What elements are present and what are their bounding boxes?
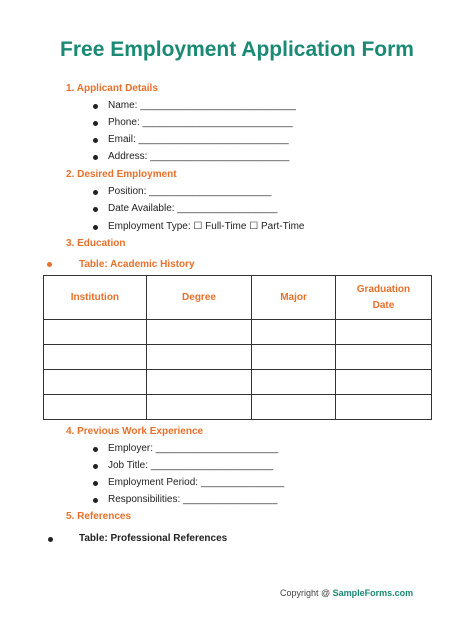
section-education: 3. Education xyxy=(66,238,126,249)
table-cell[interactable] xyxy=(146,370,251,395)
header-graduation-date xyxy=(335,276,431,320)
address-field xyxy=(94,151,289,162)
table-row xyxy=(44,370,432,395)
position-label: Position: ______________________ xyxy=(108,186,272,197)
table-row xyxy=(44,320,432,345)
table-cell[interactable] xyxy=(252,395,336,420)
table-cell[interactable] xyxy=(44,345,147,370)
table-row xyxy=(44,395,432,420)
phone-label: Phone: ___________________________ xyxy=(108,117,293,128)
header-graduation-line1: Graduation xyxy=(356,284,411,295)
table-cell[interactable] xyxy=(146,395,251,420)
section-desired-employment: 2. Desired Employment xyxy=(66,169,177,180)
table-cell[interactable] xyxy=(335,320,431,345)
responsibilities-field xyxy=(94,494,278,505)
table-cell[interactable] xyxy=(252,345,336,370)
table-row xyxy=(44,345,432,370)
table-cell[interactable] xyxy=(252,370,336,395)
date-available-label: Date Available: __________________ xyxy=(108,203,278,214)
table-cell[interactable] xyxy=(44,320,147,345)
email-field xyxy=(94,134,289,145)
academic-history-table xyxy=(43,275,432,420)
responsibilities-label: Responsibilities: _________________ xyxy=(108,494,278,505)
table-cell[interactable] xyxy=(335,395,431,420)
header-institution: Institution xyxy=(44,276,147,320)
name-field xyxy=(94,100,296,111)
brand-link[interactable]: SampleForms.com xyxy=(332,588,414,598)
job-title-label: Job Title: ______________________ xyxy=(108,460,274,471)
header-major: Major xyxy=(252,276,336,320)
copyright-footer xyxy=(280,588,413,598)
bullet-icon xyxy=(48,537,53,542)
bullet-icon xyxy=(47,262,52,267)
job-title-field xyxy=(94,460,273,471)
employment-type-label: Employment Type: ☐ Full-Time ☐ Part-Time xyxy=(108,221,305,232)
header-graduation-line2: Date xyxy=(372,300,395,311)
page-title: Free Employment Application Form xyxy=(60,38,414,61)
employment-period-label: Employment Period: _______________ xyxy=(108,477,285,488)
table-cell[interactable] xyxy=(44,395,147,420)
copyright-text: Copyright @ xyxy=(280,588,333,598)
employment-period-field xyxy=(94,477,284,488)
section-applicant-details: 1. Applicant Details xyxy=(66,83,158,94)
table-cell[interactable] xyxy=(335,370,431,395)
table-cell[interactable] xyxy=(335,345,431,370)
table-header-row xyxy=(44,276,432,320)
address-label: Address: _________________________ xyxy=(108,151,290,162)
section-previous-work-experience: 4. Previous Work Experience xyxy=(66,426,204,437)
email-label: Email: ___________________________ xyxy=(108,134,289,145)
employment-type-field xyxy=(94,221,305,232)
header-degree: Degree xyxy=(146,276,251,320)
name-label: Name: ____________________________ xyxy=(108,100,296,111)
section-references: 5. References xyxy=(66,511,132,522)
table-cell[interactable] xyxy=(44,370,147,395)
date-available-field xyxy=(94,203,277,214)
table-cell[interactable] xyxy=(146,345,251,370)
academic-table-label: Table: Academic History xyxy=(79,259,195,270)
employer-label: Employer: ______________________ xyxy=(108,443,279,454)
phone-field xyxy=(94,117,293,128)
references-table-label: Table: Professional References xyxy=(79,533,228,544)
position-field xyxy=(94,186,272,197)
table-cell[interactable] xyxy=(146,320,251,345)
employer-field xyxy=(94,443,278,454)
table-cell[interactable] xyxy=(252,320,336,345)
